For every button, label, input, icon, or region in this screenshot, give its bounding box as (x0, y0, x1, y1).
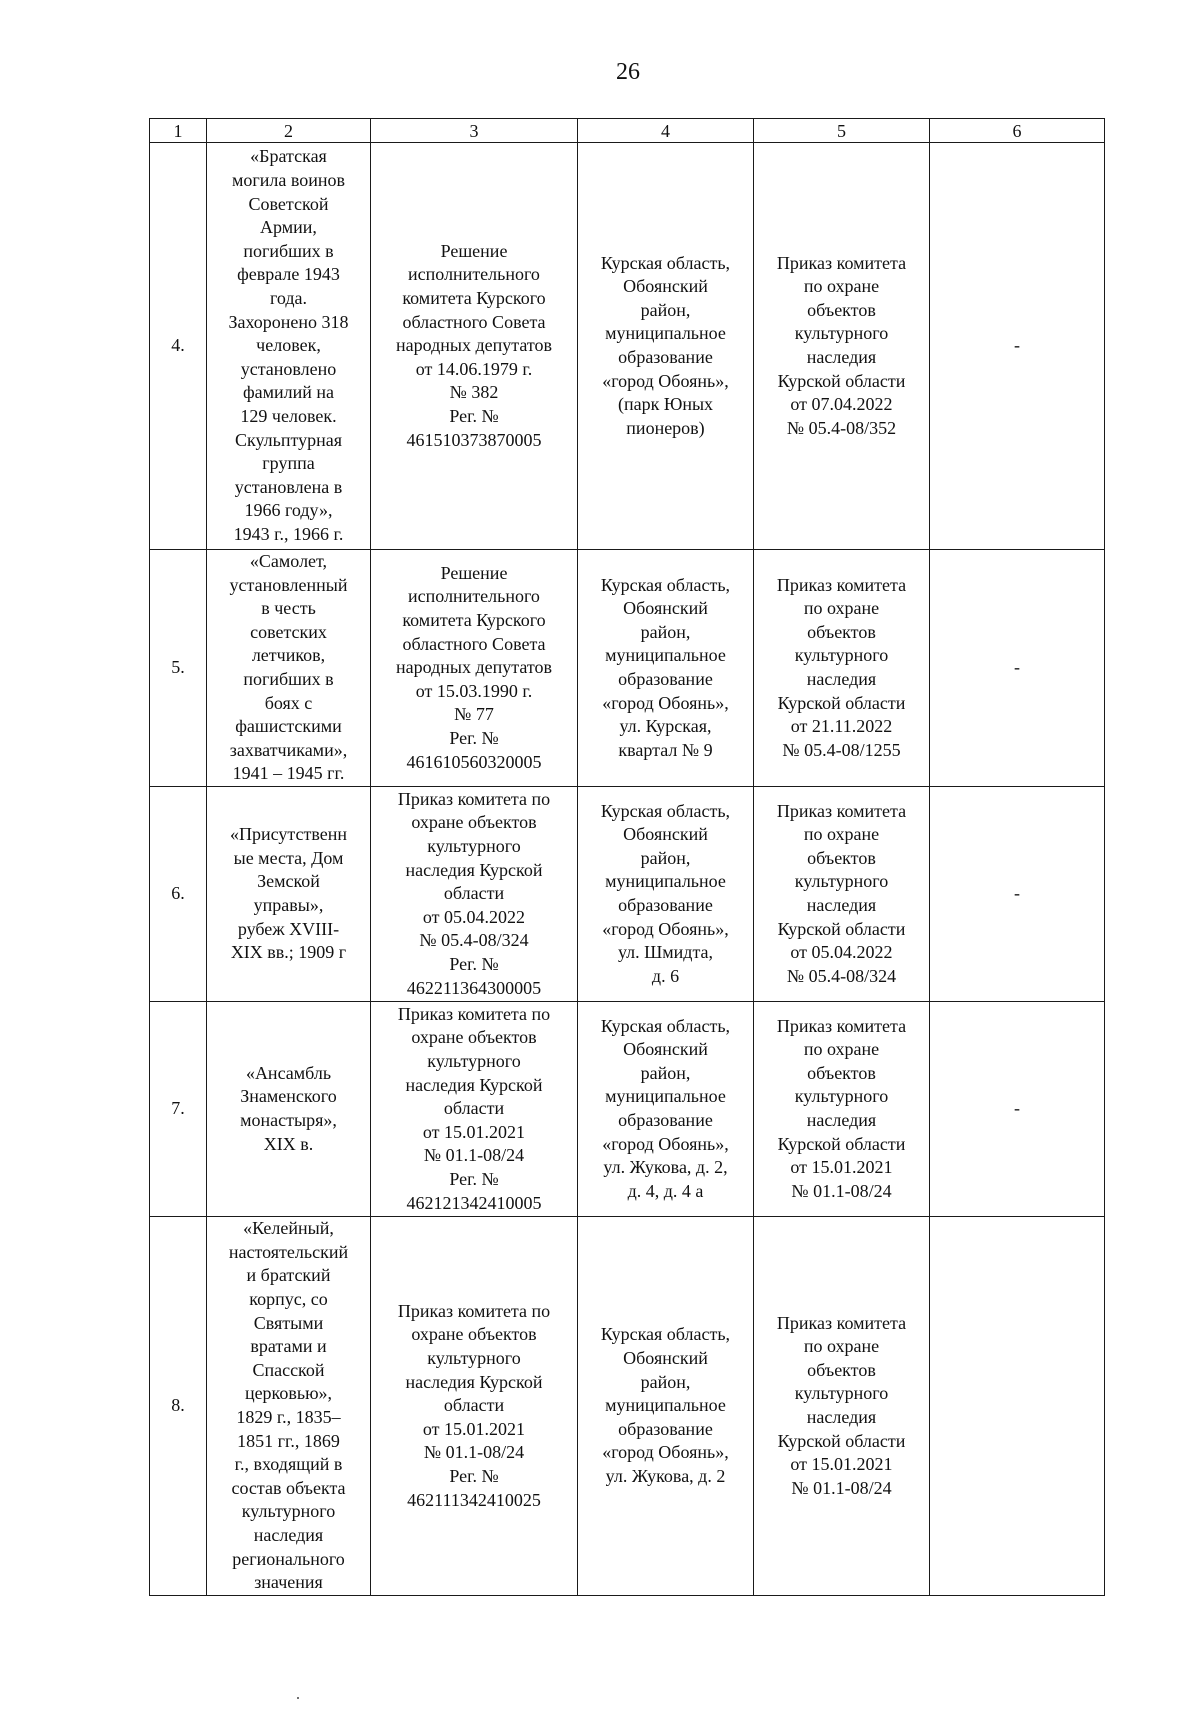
table-row (150, 143, 1105, 550)
object-name-cell (207, 550, 371, 787)
decision-cell (371, 550, 578, 787)
decision-cell (371, 143, 578, 550)
object-name-text: «Присутственн ые места, Дом Земской управы», рубеж XVIII- XIX вв.; 1909 г (230, 824, 347, 963)
object-name-text: «Келейный, настоятельский и братский корпус, со Святыми вратами и Спасской церковью», 1829 г., 1835– 1851 гг., 1869 г., входящий в состав объекта культурного наследия регионального значения (228, 1218, 349, 1593)
location-cell (578, 143, 754, 550)
object-name-text: «Самолет, установленный в честь советских летчиков, погибших в боях с фашистскими захватчиками», 1941 – 1945 гг. (229, 551, 348, 784)
order-text: Приказ комитета по охране объектов культурного наследия Курской области от 15.01.2021 № 01.1-08/24 (776, 1015, 907, 1201)
scan-speck (297, 1697, 299, 1699)
decision-text: Решение исполнительного комитета Курского областного Совета народных депутатов от 15.03.1990 г. № 77 Рег. № 461610560320005 (395, 562, 552, 772)
row-number-cell: 8. (150, 1216, 207, 1595)
heritage-registry-table (149, 118, 1105, 1596)
column-header-2: 2 (207, 119, 371, 143)
row-number-cell: 7. (150, 1001, 207, 1216)
object-name-text: «Братская могила воинов Советской Армии, погибших в феврале 1943 года. Захоронено 318 человек, установлено фамилий на 129 человек. Скульптурная группа установлена в 1966 году», 1943 г., 1966 г. (228, 146, 349, 544)
column-header-6: 6 (930, 119, 1105, 143)
order-cell (754, 1001, 930, 1216)
column-header-3: 3 (371, 119, 578, 143)
decision-text: Приказ комитета по охране объектов культурного наследия Курской области от 15.01.2021 № 01.1-08/24 Рег. № 462121342410005 (397, 1003, 551, 1213)
note-cell: - (930, 143, 1105, 550)
object-name-text: «Ансамбль Знаменского монастыря», XIX в. (240, 1062, 337, 1154)
decision-cell (371, 1216, 578, 1595)
decision-text: Приказ комитета по охране объектов культурного наследия Курской области от 05.04.2022 № 05.4-08/324 Рег. № 462211364300005 (397, 788, 551, 998)
row-number-cell: 6. (150, 786, 207, 1001)
decision-text: Приказ комитета по охране объектов культурного наследия Курской области от 15.01.2021 № 01.1-08/24 Рег. № 462111342410025 (397, 1300, 551, 1510)
location-cell (578, 1001, 754, 1216)
location-text: Курская область, Обоянский район, муниципальное образование «город Обоянь», ул. Курская, квартал № 9 (600, 574, 731, 760)
order-text: Приказ комитета по охране объектов культурного наследия Курской области от 15.01.2021 № 01.1-08/24 (776, 1312, 907, 1498)
order-cell (754, 786, 930, 1001)
order-text: Приказ комитета по охране объектов культурного наследия Курской области от 07.04.2022 № 05.4-08/352 (776, 252, 907, 438)
column-header-4: 4 (578, 119, 754, 143)
location-cell (578, 550, 754, 787)
object-name-cell (207, 786, 371, 1001)
note-cell: - (930, 1001, 1105, 1216)
note-cell: - (930, 550, 1105, 787)
location-text: Курская область, Обоянский район, муниципальное образование «город Обоянь», ул. Жукова, д. 2, д. 4, д. 4 а (600, 1015, 731, 1201)
order-text: Приказ комитета по охране объектов культурного наследия Курской области от 05.04.2022 № 05.4-08/324 (776, 800, 907, 986)
table-header-row (150, 119, 1105, 143)
table-row (150, 1001, 1105, 1216)
row-number-cell: 5. (150, 550, 207, 787)
table-row (150, 786, 1105, 1001)
object-name-cell (207, 1001, 371, 1216)
location-text: Курская область, Обоянский район, муниципальное образование «город Обоянь», (парк Юных пионеров) (600, 252, 731, 438)
object-name-cell (207, 143, 371, 550)
location-text: Курская область, Обоянский район, муниципальное образование «город Обоянь», ул. Жукова, д. 2 (600, 1324, 731, 1486)
note-cell: - (930, 786, 1105, 1001)
decision-cell (371, 786, 578, 1001)
table-row (150, 1216, 1105, 1595)
row-number-cell: 4. (150, 143, 207, 550)
column-header-1: 1 (150, 119, 207, 143)
page-number: 26 (616, 59, 640, 85)
order-cell (754, 550, 930, 787)
order-cell (754, 1216, 930, 1595)
order-cell (754, 143, 930, 550)
location-cell (578, 786, 754, 1001)
decision-text: Решение исполнительного комитета Курского областного Совета народных депутатов от 14.06.1979 г. № 382 Рег. № 461510373870005 (395, 240, 552, 450)
order-text: Приказ комитета по охране объектов культурного наследия Курской области от 21.11.2022 № 05.4-08/1255 (776, 574, 907, 760)
note-cell (930, 1216, 1105, 1595)
table-row (150, 550, 1105, 787)
decision-cell (371, 1001, 578, 1216)
location-text: Курская область, Обоянский район, муниципальное образование «город Обоянь», ул. Шмидта, д. 6 (600, 800, 731, 986)
location-cell (578, 1216, 754, 1595)
column-header-5: 5 (754, 119, 930, 143)
object-name-cell (207, 1216, 371, 1595)
